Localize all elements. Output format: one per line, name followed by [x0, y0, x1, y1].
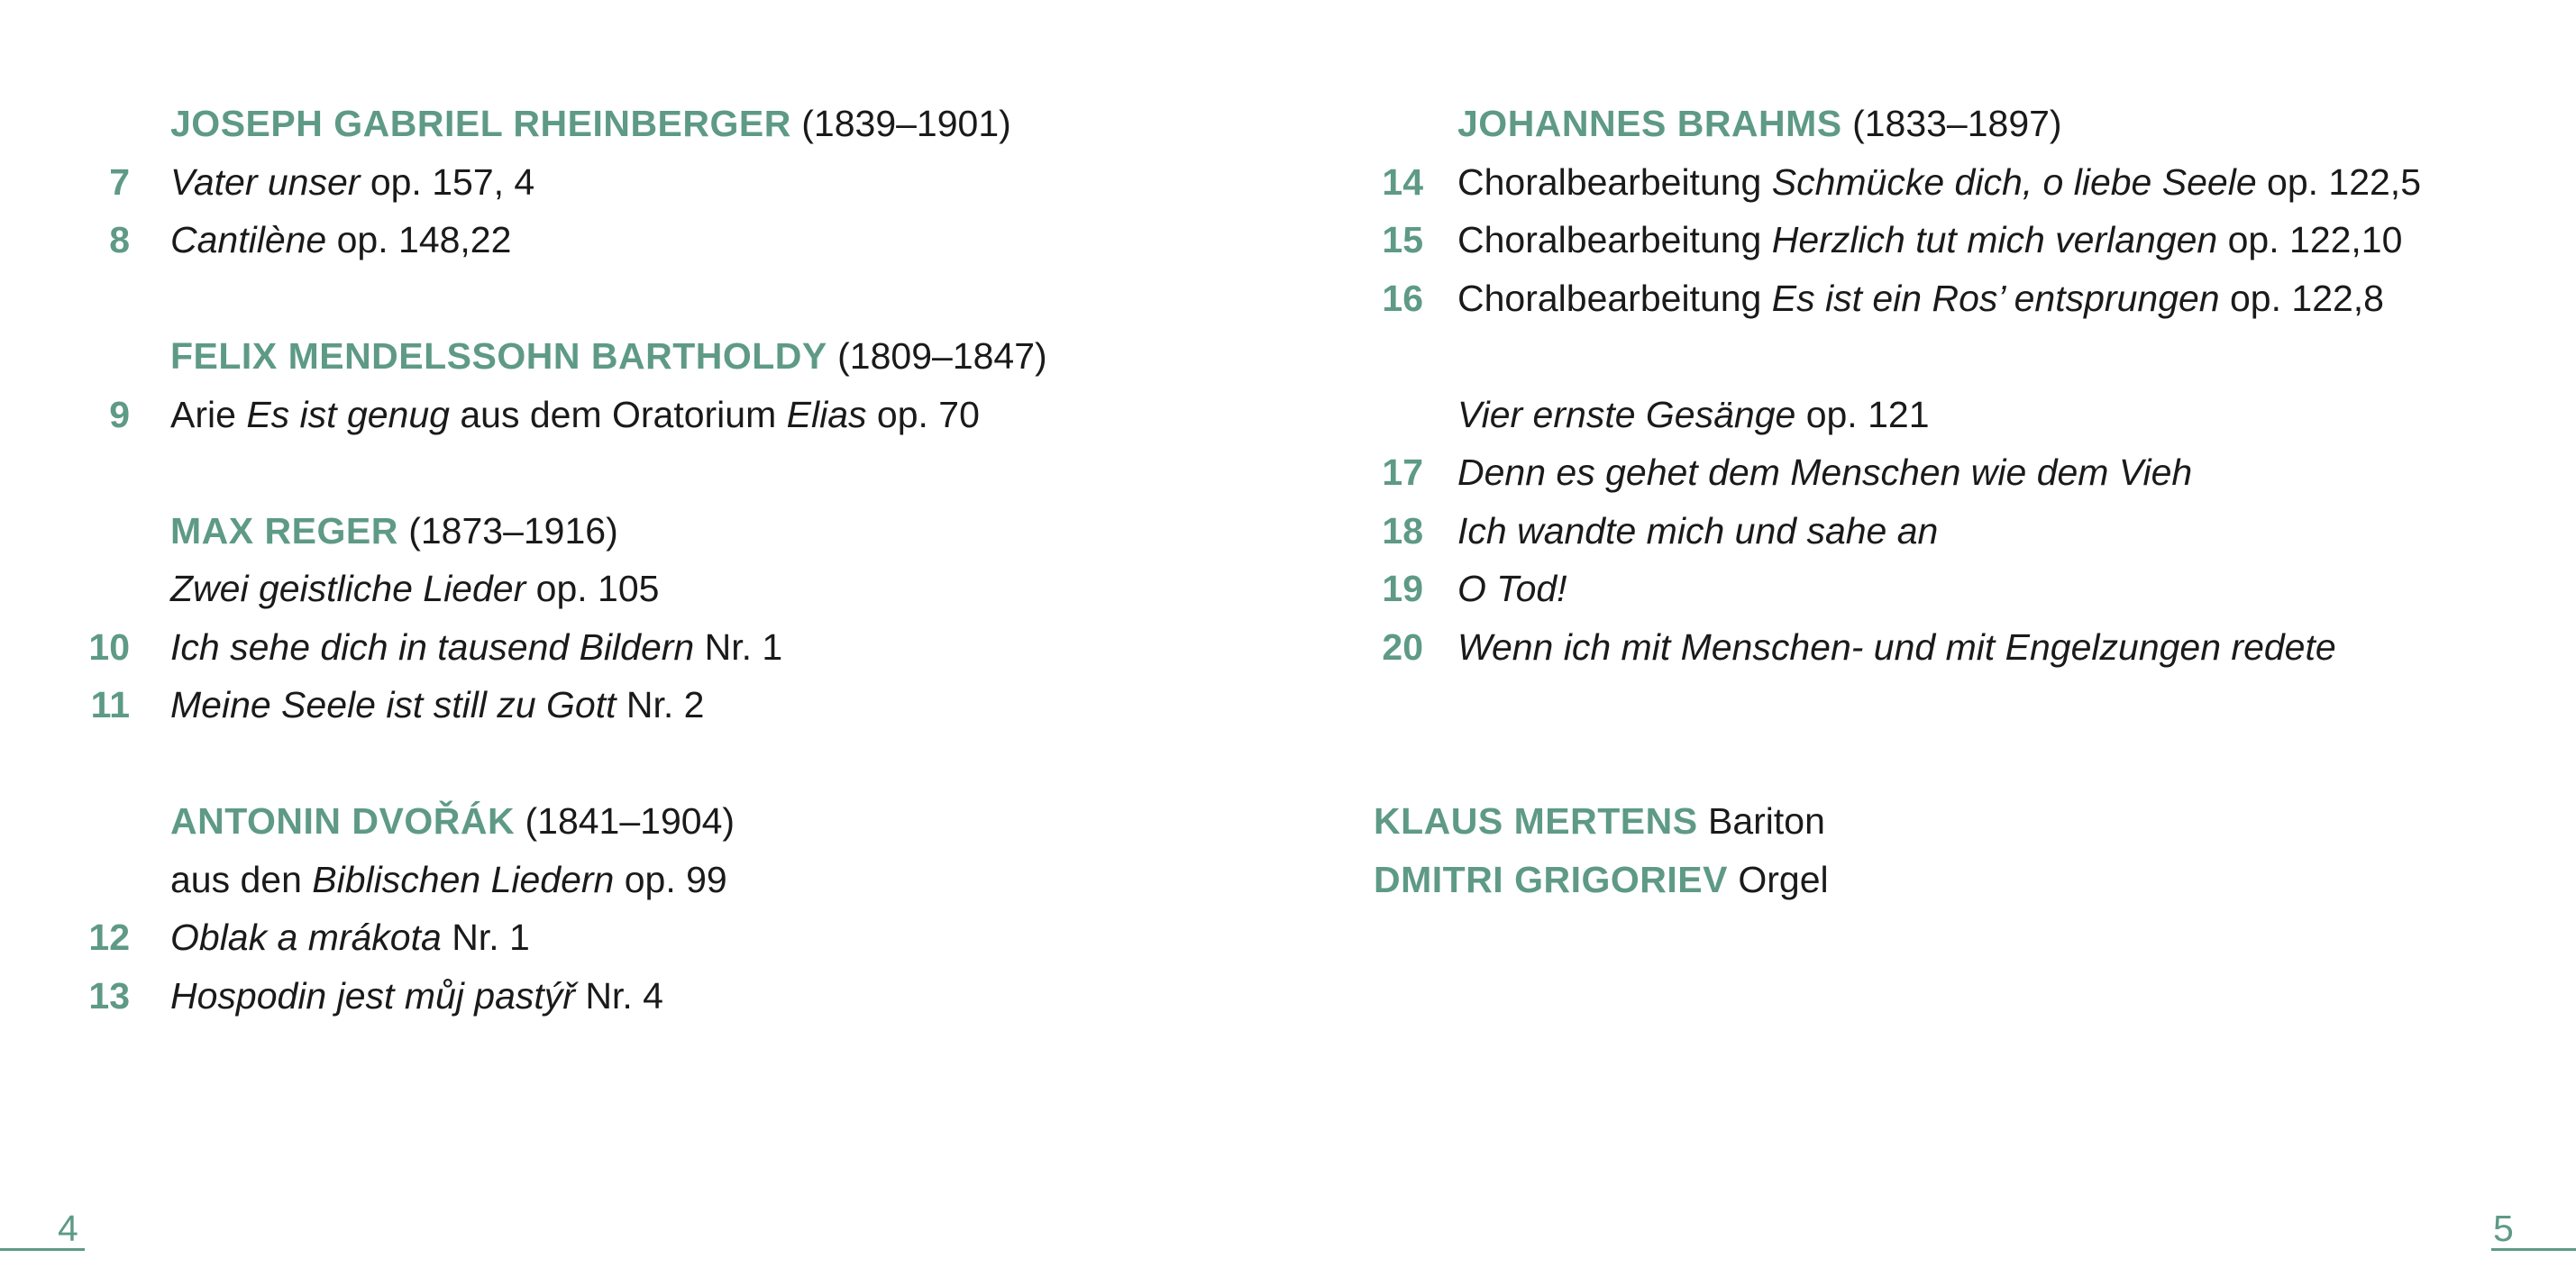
set-opus: op. 99	[614, 859, 727, 900]
set-opus: op. 121	[1795, 394, 1930, 435]
work-number: Nr. 2	[616, 684, 705, 725]
work-prefix: Choralbearbeitung	[1457, 219, 1772, 260]
set-prefix: aus den	[170, 859, 313, 900]
page-number: 4	[58, 1208, 78, 1249]
composer-heading-rheinberger	[170, 95, 1011, 152]
performer-name: DMITRI GRIGORIEV	[1374, 859, 1728, 900]
work-title: Denn es gehet dem Menschen wie dem Vieh	[1457, 452, 2193, 493]
work-opus: op. 122,10	[2217, 219, 2403, 260]
work-opus: op. 122,5	[2256, 161, 2422, 203]
work-number: Nr. 1	[694, 626, 783, 668]
track-title	[170, 386, 980, 443]
composer-dates: (1841–1904)	[525, 800, 735, 842]
track-title	[1457, 560, 1567, 617]
composer-dates: (1839–1901)	[801, 103, 1011, 144]
work-title: Cantilène	[170, 219, 327, 260]
track-title	[170, 676, 704, 734]
track-number: 8	[109, 219, 130, 260]
work-title: Oblak a mrákota	[170, 917, 442, 958]
work-opus: op. 157, 4	[360, 161, 535, 203]
composer-name: FELIX MENDELSSOHN BARTHOLDY	[170, 335, 827, 377]
track-title	[1457, 269, 2384, 327]
track-title	[170, 967, 663, 1025]
track-title	[1457, 502, 1938, 560]
composer-dates: (1873–1916)	[408, 510, 618, 552]
track-title	[170, 618, 782, 676]
track-title	[1457, 618, 2336, 676]
composer-heading-brahms	[1457, 95, 2062, 152]
track-number: 10	[88, 626, 130, 668]
composer-heading-dvorak	[170, 792, 735, 850]
performer-mertens	[1374, 792, 1825, 850]
track-number: 11	[90, 684, 130, 725]
work-opus: op. 70	[866, 394, 980, 435]
work-title: Meine Seele ist still zu Gott	[170, 684, 617, 725]
composer-name: JOHANNES BRAHMS	[1457, 103, 1842, 144]
work-opus: op. 148,22	[326, 219, 512, 260]
work-title: Schmücke dich, o liebe Seele	[1771, 161, 2257, 203]
set-title: Vier ernste Gesänge	[1457, 394, 1796, 435]
composer-name: ANTONIN DVOŘÁK	[170, 800, 516, 842]
work-title: Hospodin jest můj pastýř	[170, 975, 575, 1017]
work-title: Es ist genug	[246, 394, 450, 435]
track-number: 9	[109, 394, 130, 435]
performer-role: Orgel	[1738, 859, 1829, 900]
track-title	[1457, 443, 2192, 501]
track-number: 17	[1382, 452, 1423, 493]
track-number: 13	[88, 975, 130, 1017]
track-number: 16	[1382, 278, 1423, 319]
composer-dates: (1809–1847)	[837, 335, 1047, 377]
work-title: Ich wandte mich und sahe an	[1457, 510, 1939, 552]
work-title-oratorio: Elias	[786, 394, 867, 435]
work-set-title	[170, 560, 659, 617]
page-number: 5	[2493, 1208, 2514, 1249]
composer-heading-reger	[170, 502, 618, 560]
performer-role: Bariton	[1707, 800, 1825, 842]
composer-heading-mendelssohn	[170, 327, 1047, 385]
track-number: 20	[1382, 626, 1423, 668]
work-title: Vater unser	[170, 161, 361, 203]
track-title	[1457, 211, 2402, 269]
work-title: O Tod!	[1457, 568, 1567, 609]
track-number: 14	[1382, 161, 1423, 203]
track-title	[1457, 153, 2421, 211]
work-title: Herzlich tut mich verlangen	[1771, 219, 2218, 260]
track-number: 7	[109, 161, 130, 203]
set-opus: op. 105	[525, 568, 660, 609]
track-title	[170, 153, 534, 211]
work-number: Nr. 1	[441, 917, 530, 958]
composer-name: MAX REGER	[170, 510, 398, 552]
track-number: 19	[1382, 568, 1423, 609]
work-opus: op. 122,8	[2219, 278, 2384, 319]
composer-dates: (1833–1897)	[1852, 103, 2062, 144]
work-set-title	[170, 851, 727, 908]
work-number: Nr. 4	[574, 975, 663, 1017]
performer-name: KLAUS MERTENS	[1374, 800, 1698, 842]
work-title: Ich sehe dich in tausend Bildern	[170, 626, 695, 668]
work-set-title	[1457, 386, 1930, 443]
track-title	[170, 211, 511, 269]
right-page	[1288, 0, 2576, 1277]
track-number: 15	[1382, 219, 1423, 260]
track-number: 18	[1382, 510, 1423, 552]
performer-grigoriev	[1374, 851, 1829, 908]
work-connector: aus dem Oratorium	[449, 394, 787, 435]
track-title	[170, 908, 530, 966]
set-title: Biblischen Liedern	[312, 859, 615, 900]
track-number: 12	[88, 917, 130, 958]
work-prefix: Arie	[170, 394, 247, 435]
work-prefix: Choralbearbeitung	[1457, 161, 1772, 203]
composer-name: JOSEPH GABRIEL RHEINBERGER	[170, 103, 791, 144]
work-prefix: Choralbearbeitung	[1457, 278, 1772, 319]
work-title: Wenn ich mit Menschen- und mit Engelzungen redete	[1457, 626, 2336, 668]
work-title: Es ist ein Ros’ entsprungen	[1771, 278, 2220, 319]
set-title: Zwei geistliche Lieder	[170, 568, 526, 609]
